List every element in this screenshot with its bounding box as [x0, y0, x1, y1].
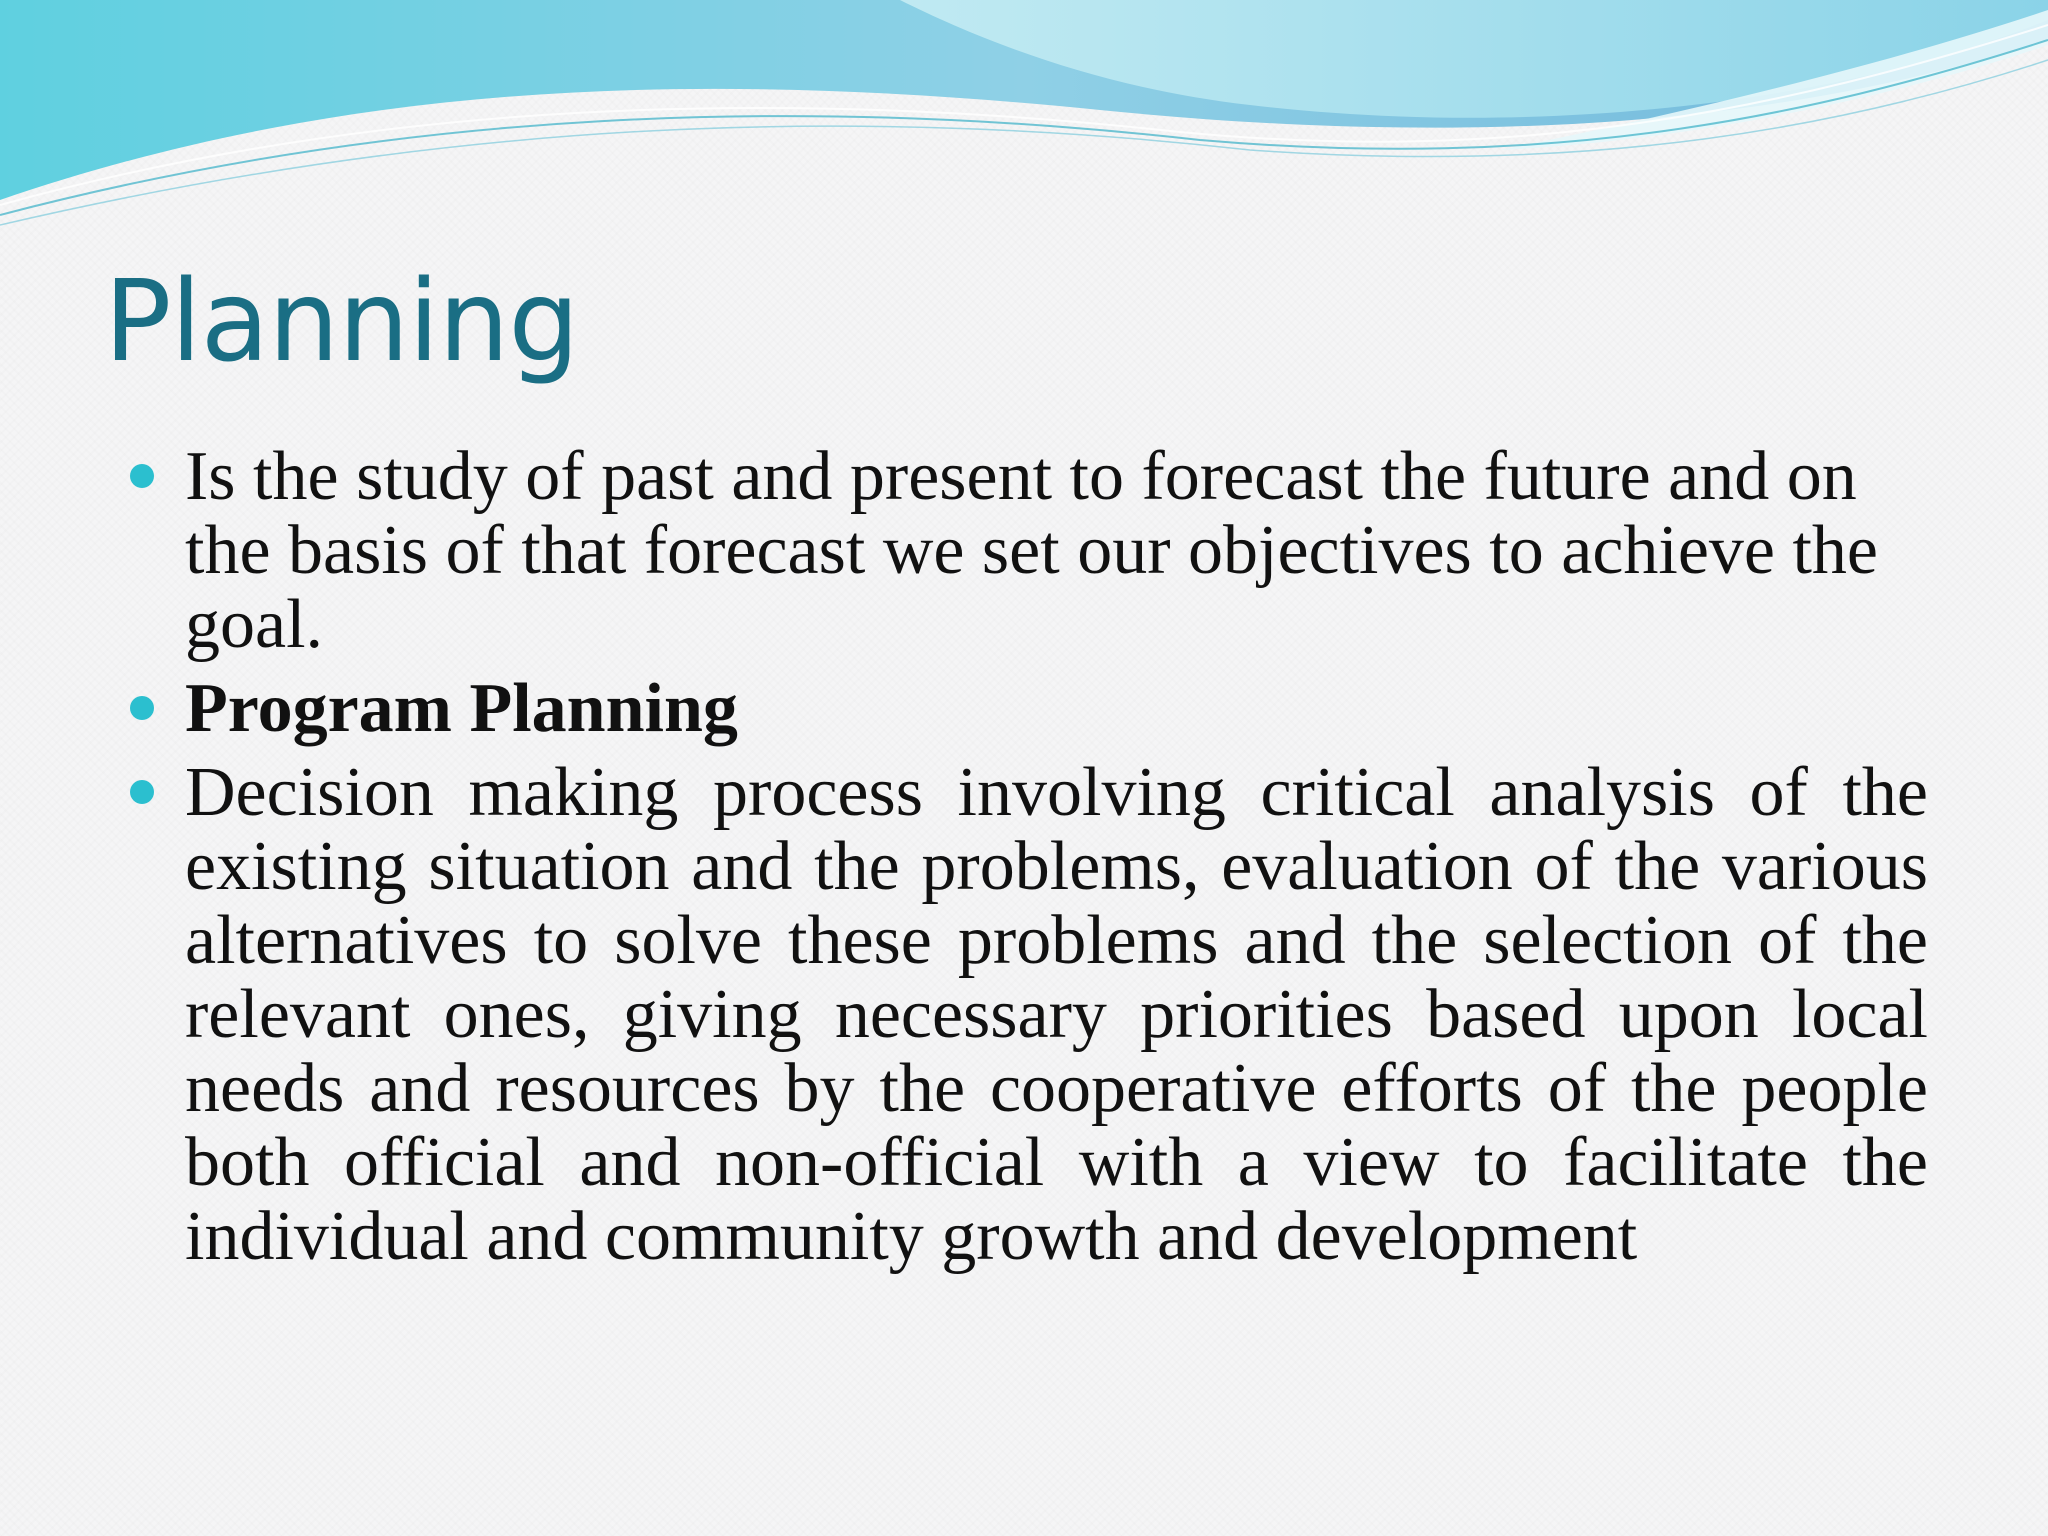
slide-title: Planning	[104, 257, 579, 387]
bullet-text: Decision making process involving critical analysis of the existing situation and the problems, evaluation of the various alternatives to solve these problems and the selection of the relevant ones, giving necessary priorities based upon local needs and resources by the cooperative efforts of the people both official and non-official with a view to facilitate the individual and community growth and development	[185, 754, 1928, 1275]
bullet-item-definition	[128, 440, 1928, 662]
bullet-item-program-planning-definition	[128, 756, 1928, 1274]
bullet-icon	[130, 696, 154, 720]
bullet-text: Is the study of past and present to forecast the future and on the basis of that forecast we set our objectives to achieve the goal.	[185, 438, 1878, 663]
bullet-text-heading: Program Planning	[185, 670, 738, 747]
bullet-icon	[130, 464, 154, 488]
bullet-item-program-planning	[128, 672, 1928, 746]
header-wave-decoration	[0, 0, 2048, 260]
bullet-list	[128, 440, 1928, 1284]
bullet-icon	[130, 780, 154, 804]
